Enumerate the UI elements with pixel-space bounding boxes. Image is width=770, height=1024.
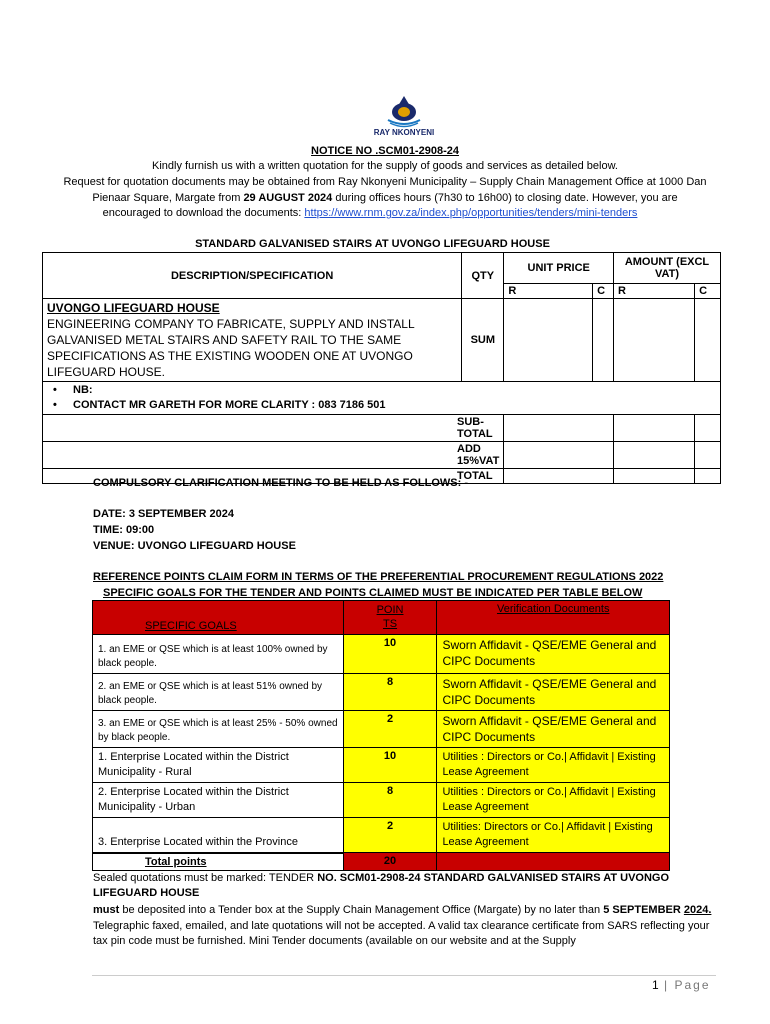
total-points-label: Total points [93, 853, 344, 871]
points-2: 8 [343, 674, 437, 711]
doc-5: Utilities : Directors or Co.| Affidavit | Existing Lease Agreement [437, 783, 670, 818]
subtotal-unit [504, 415, 614, 442]
goal-1: 1. an EME or QSE which is at least 100% owned by black people. [93, 635, 344, 674]
quote-table-title: STANDARD GALVANISED STAIRS AT UVONGO LIFEGUARD HOUSE [195, 238, 550, 250]
points-4: 10 [343, 748, 437, 783]
meeting-date: DATE: 3 SEPTEMBER 2024 [93, 508, 235, 520]
sealed-quotations-line-2: LIFEGUARD HOUSE [93, 887, 200, 899]
nb-line-1: • NB: [53, 384, 93, 396]
goal-4: 1. Enterprise Located within the District Municipality - Rural [93, 748, 344, 783]
item-unit-c[interactable] [593, 299, 614, 382]
footer-divider [92, 975, 716, 976]
item-amount-c[interactable] [695, 299, 721, 382]
notice-number: NOTICE NO .SCM01-2908-24 [311, 145, 459, 157]
amount-r: R [614, 284, 695, 299]
col-unit-price: UNIT PRICE [504, 253, 614, 284]
item-title: UVONGO LIFEGUARD HOUSE [47, 301, 220, 315]
meeting-heading: COMPULSORY CLARIFICATION MEETING TO BE HELD AS FOLLOWS: - [93, 477, 469, 489]
doc-3: Sworn Affidavit - QSE/EME General and CIPC Documents [437, 711, 670, 748]
item-cell [43, 299, 462, 382]
download-line: encouraged to download the documents: https://www.rnm.gov.za/index.php/opportunities/tenders/mini-tenders [102, 207, 638, 219]
deposit-paragraph: must be deposited into a Tender box at the Supply Chain Management Office (Margate) by no later than 5 SEPTEMBER 2024. Telegraphic faxed, emailed, and late quotations will not be accepted. A valid tax clearance certificate from SARS reflecting your tax pin code must be furnished. Mini Tender documents (available on our website and at the Supply [93, 904, 712, 947]
points-table [92, 600, 670, 871]
request-line-1: Request for quotation documents may be obtained from Ray Nkonyeni Municipality – Supply Chain Management Office at 1000 Dan [63, 176, 707, 188]
meeting-time: TIME: 09:00 [93, 524, 155, 536]
points-heading-1: REFERENCE POINTS CLAIM FORM IN TERMS OF THE PREFERENTIAL PROCUREMENT REGULATIONS 2022 [93, 571, 664, 583]
total-c[interactable] [695, 469, 721, 484]
total-label: TOTAL [43, 469, 504, 484]
col-qty: QTY [462, 253, 504, 299]
vat-unit [504, 442, 614, 469]
item-amount-r[interactable] [614, 299, 695, 382]
item-description: ENGINEERING COMPANY TO FABRICATE, SUPPLY AND INSTALL GALVANISED METAL STAIRS AND SAFETY RAIL TO THE SAME SPECIFICATIONS AS THE EXISTING WOODEN ONE AT UVONGO LIFEGUARD HOUSE. [47, 317, 415, 379]
subtotal-c[interactable] [695, 415, 721, 442]
doc-2: Sworn Affidavit - QSE/EME General and CIPC Documents [437, 674, 670, 711]
nb-line-2: • CONTACT MR GARETH FOR MORE CLARITY : 083 7186 501 [53, 399, 386, 411]
unit-r: R [504, 284, 593, 299]
total-unit [504, 469, 614, 484]
request-line-2: Pienaar Square, Margate from 29 AUGUST 2024 during offices hours (7h30 to 16h00) to closing date. However, you are [92, 192, 678, 204]
points-heading-2: SPECIFIC GOALS FOR THE TENDER AND POINTS CLAIMED MUST BE INDICATED PER TABLE BELOW [103, 587, 643, 599]
goal-2: 2. an EME or QSE which is at least 51% owned by black people. [93, 674, 344, 711]
meeting-venue: VENUE: UVONGO LIFEGUARD HOUSE [93, 540, 296, 552]
total-r[interactable] [614, 469, 695, 484]
points-1: 10 [343, 635, 437, 674]
doc-6: Utilities: Directors or Co.| Affidavit | Existing Lease Agreement [437, 818, 670, 853]
goal-6: 3. Enterprise Located within the Province [93, 818, 344, 853]
doc-1: Sworn Affidavit - QSE/EME General and CIPC Documents [437, 635, 670, 674]
subtotal-label: SUB-TOTAL [43, 415, 504, 442]
col-points: POIN TS [343, 601, 437, 635]
col-description: DESCRIPTION/SPECIFICATION [43, 253, 462, 299]
total-points-value: 20 [343, 853, 437, 871]
tenders-link[interactable]: https://www.rnm.gov.za/index.php/opportunities/tenders/mini-tenders [304, 207, 638, 219]
points-5: 8 [343, 783, 437, 818]
goal-5: 2. Enterprise Located within the District Municipality - Urban [93, 783, 344, 818]
amount-c: C [695, 284, 721, 299]
vat-c[interactable] [695, 442, 721, 469]
quotation-table [42, 252, 721, 484]
vat-label: ADD 15%VAT [43, 442, 504, 469]
sealed-quotations-line: Sealed quotations must be marked: TENDER NO. SCM01-2908-24 STANDARD GALVANISED STAIRS AT UVONGO [93, 872, 670, 884]
goal-3: 3. an EME or QSE which is at least 25% - 50% owned by black people. [93, 711, 344, 748]
item-unit-r[interactable] [504, 299, 593, 382]
unit-c: C [593, 284, 614, 299]
col-amount: AMOUNT (EXCL VAT) [614, 253, 721, 284]
logo-text: RAY NKONYENI [373, 128, 435, 137]
item-qty: SUM [462, 299, 504, 382]
intro-line: Kindly furnish us with a written quotation for the supply of goods and services as detailed below. [152, 160, 618, 172]
nb-cell [43, 382, 721, 415]
subtotal-r[interactable] [614, 415, 695, 442]
doc-4: Utilities : Directors or Co.| Affidavit | Existing Lease Agreement [437, 748, 670, 783]
vat-r[interactable] [614, 442, 695, 469]
col-specific-goals: SPECIFIC GOALS [93, 601, 344, 635]
points-6: 2 [343, 818, 437, 853]
total-points-empty [437, 853, 670, 871]
points-3: 2 [343, 711, 437, 748]
page-number: 1 | Page [652, 978, 711, 992]
col-verification: Verification Documents [437, 601, 670, 635]
